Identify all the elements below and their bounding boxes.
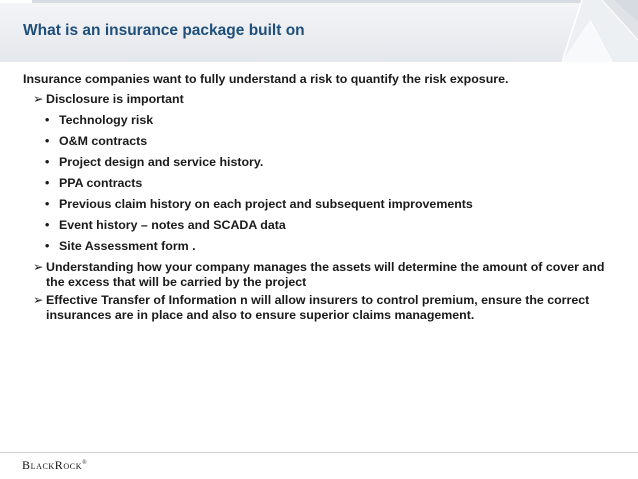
- subpoint-text: Previous claim history on each project and subsequent improvements: [59, 197, 473, 211]
- intro-text: Insurance companies want to fully understand a risk to quantify the risk exposure.: [23, 72, 509, 86]
- subpoint-text: Site Assessment form .: [59, 239, 196, 253]
- logo-mark: ®: [82, 460, 88, 466]
- slide-header: [0, 0, 638, 62]
- header-top-line: [0, 0, 638, 3]
- dot-bullet-icon: •: [45, 155, 50, 169]
- blackrock-logo: [22, 458, 87, 473]
- point-text: Effective Transfer of Information n will allow insurers to control premium, ensure the correct insurances are in place and also to ensure superior claims management.: [46, 293, 590, 322]
- subpoint-project-design: [23, 155, 623, 170]
- subpoint-text: Project design and service history.: [59, 155, 264, 169]
- subpoint-om-contracts: [23, 134, 623, 149]
- subpoint-site-assessment: [23, 239, 623, 254]
- point-disclosure: [23, 92, 623, 107]
- footer-divider: [0, 452, 638, 453]
- arrow-bullet-icon: ➢: [33, 293, 44, 307]
- point-text: Disclosure is important: [46, 92, 184, 106]
- subpoint-event-history: [23, 218, 623, 233]
- arrow-bullet-icon: ➢: [33, 92, 44, 106]
- dot-bullet-icon: •: [45, 113, 50, 127]
- header-decoration: [562, 0, 638, 62]
- dot-bullet-icon: •: [45, 239, 50, 253]
- dot-bullet-icon: •: [45, 218, 50, 232]
- subpoint-technology-risk: [23, 113, 623, 128]
- subpoint-text: Technology risk: [59, 113, 154, 127]
- subpoint-ppa-contracts: [23, 176, 623, 191]
- subpoint-text: Event history – notes and SCADA data: [59, 218, 286, 232]
- dot-bullet-icon: •: [45, 176, 50, 190]
- logo-text: BlackRock: [22, 458, 83, 472]
- subpoint-text: PPA contracts: [59, 176, 143, 190]
- slide-title: What is an insurance package built on: [23, 22, 305, 39]
- header-notch: [0, 0, 32, 3]
- slide-body: [23, 72, 623, 323]
- dot-bullet-icon: •: [45, 134, 50, 148]
- dot-bullet-icon: •: [45, 197, 50, 211]
- point-effective-transfer: [23, 293, 623, 323]
- point-understanding: [23, 260, 623, 290]
- arrow-bullet-icon: ➢: [33, 260, 44, 274]
- subpoint-claim-history: [23, 197, 623, 212]
- point-text: Understanding how your company manages the assets will determine the amount of cover and the excess that will be carried by the project: [46, 260, 605, 289]
- subpoint-text: O&M contracts: [59, 134, 148, 148]
